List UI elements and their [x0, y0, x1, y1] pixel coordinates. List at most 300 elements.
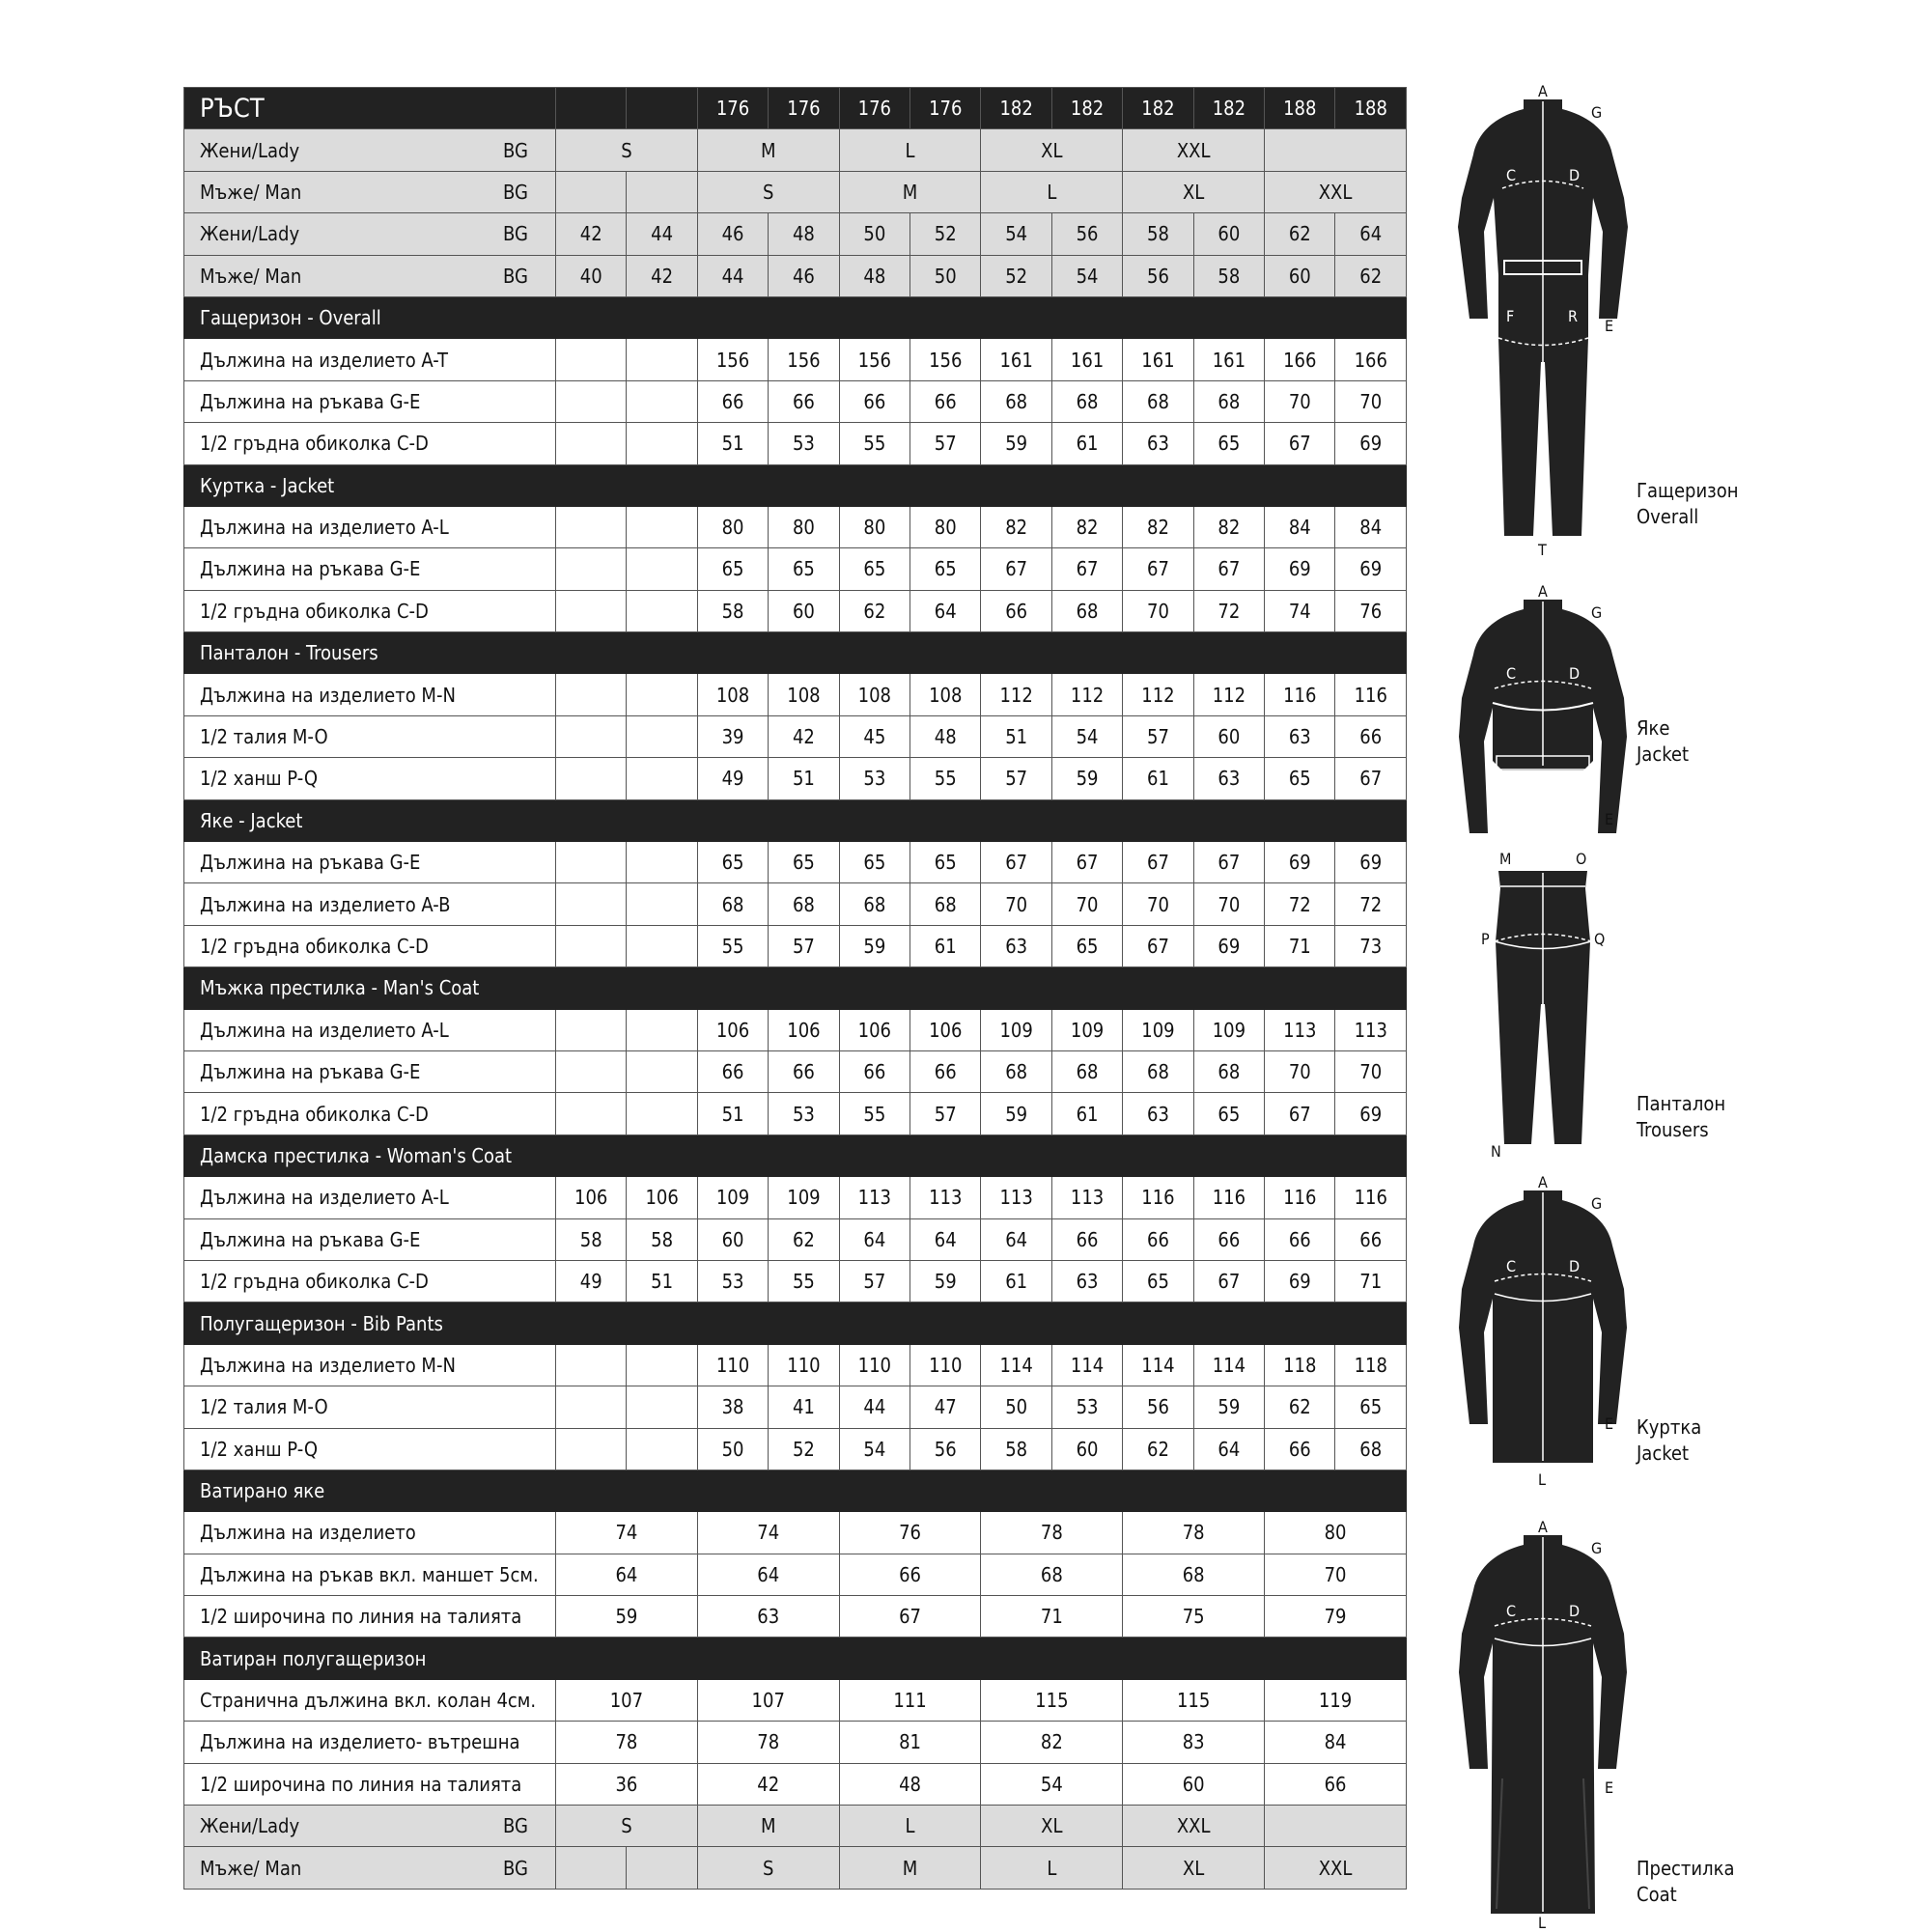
point-l: L: [1538, 1914, 1547, 1932]
row-label: Дължина на изделието A-L: [184, 1009, 556, 1050]
point-a: A: [1538, 1173, 1548, 1191]
table-cell: 84: [1265, 1722, 1407, 1763]
table-cell: 63: [981, 925, 1051, 966]
table-cell: 68: [981, 1554, 1123, 1595]
table-cell: 116: [1265, 674, 1335, 715]
point-g: G: [1591, 603, 1603, 622]
short-jacket-diagram: [1410, 582, 1931, 843]
table-cell: 70: [1265, 380, 1335, 422]
table-cell: 55: [839, 423, 910, 464]
point-e: E: [1605, 317, 1614, 335]
long-jacket-silhouette: [1410, 1173, 1661, 1501]
trousers-diagram: [1410, 850, 1931, 1159]
row-label: Дължина на ръкава G-E: [184, 1050, 556, 1092]
table-cell: 70: [1051, 883, 1122, 925]
table-cell: 70: [1335, 380, 1407, 422]
table-cell: 58: [697, 590, 768, 631]
table-cell: 57: [910, 1093, 981, 1134]
table-cell: 71: [1265, 925, 1335, 966]
point-f: F: [1506, 307, 1515, 325]
table-cell: 66: [1335, 1218, 1407, 1260]
table-cell: 56: [1123, 1386, 1193, 1428]
table-cell: 48: [910, 715, 981, 757]
table-cell: [556, 842, 627, 883]
table-cell: 67: [1193, 1260, 1264, 1302]
table-cell: 114: [1123, 1344, 1193, 1386]
section-title: Полугащеризон - Bib Pants: [184, 1302, 1407, 1344]
point-d: D: [1569, 1602, 1581, 1620]
table-cell: S: [697, 1847, 839, 1889]
table-cell: 67: [1123, 548, 1193, 590]
table-cell: 64: [697, 1554, 839, 1595]
table-cell: 50: [981, 1386, 1051, 1428]
table-cell: 161: [1193, 339, 1264, 380]
table-cell: [556, 1386, 627, 1428]
point-e: E: [1605, 1414, 1614, 1433]
table-cell: 53: [769, 1093, 839, 1134]
table-cell: 176: [839, 88, 910, 129]
table-cell: 65: [839, 548, 910, 590]
table-cell: 65: [769, 842, 839, 883]
table-cell: 110: [697, 1344, 768, 1386]
section-title: Панталон - Trousers: [184, 632, 1407, 674]
table-cell: 42: [556, 213, 627, 255]
table-cell: 63: [1265, 715, 1335, 757]
table-cell: 42: [697, 1763, 839, 1805]
point-c: C: [1506, 166, 1517, 184]
section-header-row: [184, 1638, 1407, 1679]
table-cell: 54: [981, 213, 1051, 255]
table-cell: [556, 171, 627, 212]
table-cell: [556, 88, 627, 129]
table-row: [184, 1177, 1407, 1218]
table-cell: 68: [697, 883, 768, 925]
height-header-row: [184, 88, 1407, 129]
table-cell: 82: [1051, 506, 1122, 547]
table-cell: 82: [981, 1722, 1123, 1763]
table-cell: 54: [1051, 255, 1122, 296]
row-label-text: Мъже/ Man: [200, 180, 302, 204]
table-cell: 116: [1123, 1177, 1193, 1218]
table-cell: 53: [839, 758, 910, 799]
table-cell: 68: [1051, 1050, 1122, 1092]
table-cell: 76: [1335, 590, 1407, 631]
table-cell: 65: [1123, 1260, 1193, 1302]
table-cell: 156: [839, 339, 910, 380]
table-cell: 161: [1051, 339, 1122, 380]
table-cell: 75: [1123, 1596, 1265, 1638]
row-label: 1/2 ханш P-Q: [184, 1428, 556, 1470]
table-cell: 67: [981, 548, 1051, 590]
table-cell: 56: [1051, 213, 1122, 255]
table-cell: 115: [981, 1679, 1123, 1721]
table-cell: [627, 1009, 697, 1050]
table-cell: 112: [1193, 674, 1264, 715]
overall-caption: Гащеризон Overall: [1637, 479, 1739, 528]
table-row: [184, 1679, 1407, 1721]
point-b: B: [1536, 771, 1546, 790]
table-cell: [556, 715, 627, 757]
table-cell: 78: [981, 1512, 1123, 1554]
table-cell: 44: [627, 213, 697, 255]
point-h: H: [1498, 771, 1509, 790]
table-cell: M: [697, 129, 839, 171]
table-cell: 106: [697, 1009, 768, 1050]
table-cell: 39: [697, 715, 768, 757]
table-cell: [556, 1428, 627, 1470]
table-cell: 78: [697, 1722, 839, 1763]
table-cell: S: [556, 129, 698, 171]
table-cell: 66: [839, 1554, 981, 1595]
bg-label: BG: [503, 1814, 528, 1838]
table-cell: 59: [1193, 1386, 1264, 1428]
row-label: Странична дължина вкл. колан 4см.: [184, 1679, 556, 1721]
long-jacket-caption: Куртка Jacket: [1637, 1415, 1702, 1465]
short-jacket-caption: Яке Jacket: [1637, 716, 1690, 766]
coat-silhouette: [1410, 1518, 1661, 1931]
table-cell: [556, 1344, 627, 1386]
row-label: Дължина на изделието- вътрешна: [184, 1722, 556, 1763]
table-cell: 166: [1265, 339, 1335, 380]
table-cell: M: [697, 1806, 839, 1847]
table-cell: 65: [769, 548, 839, 590]
section-header-row: [184, 1134, 1407, 1176]
table-cell: 61: [910, 925, 981, 966]
table-cell: 44: [697, 255, 768, 296]
table-cell: 78: [556, 1722, 698, 1763]
table-cell: 58: [1123, 213, 1193, 255]
table-cell: 71: [1335, 1260, 1407, 1302]
row-label-text: Жени/Lady: [200, 1814, 300, 1838]
row-label: [184, 1847, 556, 1889]
table-cell: 81: [839, 1722, 981, 1763]
row-label: 1/2 широчина по линия на талията: [184, 1596, 556, 1638]
table-cell: 63: [1123, 423, 1193, 464]
table-cell: 113: [839, 1177, 910, 1218]
section-title: Мъжка престилка - Man's Coat: [184, 967, 1407, 1009]
table-row: [184, 1847, 1407, 1889]
table-cell: 54: [981, 1763, 1123, 1805]
table-cell: [556, 1847, 627, 1889]
table-cell: 59: [1051, 758, 1122, 799]
point-c: C: [1506, 1602, 1517, 1620]
table-row: [184, 925, 1407, 966]
table-cell: 66: [839, 380, 910, 422]
row-label: [184, 1806, 556, 1847]
table-cell: 65: [910, 548, 981, 590]
table-cell: 60: [769, 590, 839, 631]
table-cell: 56: [1123, 255, 1193, 296]
table-row: [184, 758, 1407, 799]
table-row: [184, 171, 1407, 212]
table-cell: 106: [839, 1009, 910, 1050]
table-cell: 68: [1335, 1428, 1407, 1470]
table-cell: 66: [910, 380, 981, 422]
table-cell: 110: [769, 1344, 839, 1386]
table-cell: 113: [1335, 1009, 1407, 1050]
table-cell: XL: [1123, 1847, 1265, 1889]
table-cell: 80: [1265, 1512, 1407, 1554]
table-cell: 57: [910, 423, 981, 464]
table-cell: 58: [1193, 255, 1264, 296]
point-g: G: [1591, 1539, 1603, 1557]
table-cell: 69: [1265, 548, 1335, 590]
table-cell: 80: [839, 506, 910, 547]
table-cell: 66: [1051, 1218, 1122, 1260]
table-cell: 67: [1335, 758, 1407, 799]
table-cell: 59: [910, 1260, 981, 1302]
table-cell: XL: [1123, 171, 1265, 212]
table-cell: 76: [839, 1512, 981, 1554]
table-cell: 80: [769, 506, 839, 547]
table-cell: [556, 506, 627, 547]
table-cell: 166: [1335, 339, 1407, 380]
table-cell: 51: [981, 715, 1051, 757]
table-cell: 44: [839, 1386, 910, 1428]
table-cell: 67: [1193, 548, 1264, 590]
table-cell: 70: [1193, 883, 1264, 925]
table-cell: 59: [981, 423, 1051, 464]
bg-label: BG: [503, 264, 528, 288]
table-cell: 46: [697, 213, 768, 255]
bg-label: BG: [503, 1856, 528, 1880]
table-cell: [627, 925, 697, 966]
table-cell: 63: [1051, 1260, 1122, 1302]
table-cell: 72: [1193, 590, 1264, 631]
table-cell: 116: [1335, 674, 1407, 715]
table-cell: [556, 590, 627, 631]
table-cell: [627, 506, 697, 547]
table-cell: [627, 339, 697, 380]
table-row: [184, 1763, 1407, 1805]
table-cell: [1265, 1806, 1407, 1847]
table-cell: 78: [1123, 1512, 1265, 1554]
table-cell: 62: [769, 1218, 839, 1260]
table-cell: L: [839, 1806, 981, 1847]
table-cell: 36: [556, 1763, 698, 1805]
table-cell: [627, 1428, 697, 1470]
table-cell: 67: [1265, 1093, 1335, 1134]
row-label: Дължина на ръкав вкл. маншет 5см.: [184, 1554, 556, 1595]
table-cell: 66: [769, 380, 839, 422]
point-e: E: [1605, 810, 1614, 828]
table-cell: [627, 380, 697, 422]
table-cell: 45: [839, 715, 910, 757]
table-cell: 53: [769, 423, 839, 464]
table-cell: 113: [1051, 1177, 1122, 1218]
section-header-row: [184, 464, 1407, 506]
table-cell: 68: [1123, 1050, 1193, 1092]
table-cell: [556, 423, 627, 464]
table-row: [184, 548, 1407, 590]
table-cell: 52: [910, 213, 981, 255]
table-cell: [556, 674, 627, 715]
table-cell: 176: [697, 88, 768, 129]
table-cell: 69: [1335, 1093, 1407, 1134]
table-cell: 55: [839, 1093, 910, 1134]
table-cell: 110: [839, 1344, 910, 1386]
table-cell: 58: [627, 1218, 697, 1260]
table-cell: 56: [910, 1428, 981, 1470]
table-cell: 60: [1265, 255, 1335, 296]
table-row: [184, 1218, 1407, 1260]
section-header-row: [184, 632, 1407, 674]
table-cell: 61: [1051, 423, 1122, 464]
table-cell: M: [839, 1847, 981, 1889]
table-cell: 188: [1265, 88, 1335, 129]
row-label: 1/2 широчина по линия на талията: [184, 1763, 556, 1805]
table-cell: 64: [1335, 213, 1407, 255]
table-cell: 67: [839, 1596, 981, 1638]
table-cell: 176: [769, 88, 839, 129]
table-row: [184, 506, 1407, 547]
table-cell: 83: [1123, 1722, 1265, 1763]
table-cell: 111: [839, 1679, 981, 1721]
table-cell: M: [839, 171, 981, 212]
row-label: РЪСТ: [184, 88, 556, 129]
table-cell: 82: [1193, 506, 1264, 547]
table-cell: 106: [556, 1177, 627, 1218]
table-cell: 60: [1051, 1428, 1122, 1470]
table-row: [184, 674, 1407, 715]
row-label: Дължина на изделието A-B: [184, 883, 556, 925]
table-cell: 115: [1123, 1679, 1265, 1721]
row-label: [184, 255, 556, 296]
point-d: D: [1569, 1257, 1581, 1275]
row-label: Дължина на ръкава G-E: [184, 380, 556, 422]
table-cell: 64: [910, 1218, 981, 1260]
row-label: Дължина на изделието M-N: [184, 1344, 556, 1386]
table-cell: 84: [1265, 506, 1335, 547]
table-cell: 74: [697, 1512, 839, 1554]
row-label: 1/2 ханш P-Q: [184, 758, 556, 799]
table-cell: [556, 380, 627, 422]
table-cell: 50: [910, 255, 981, 296]
table-cell: 66: [769, 1050, 839, 1092]
table-cell: 64: [839, 1218, 910, 1260]
table-cell: 116: [1193, 1177, 1264, 1218]
bg-label: BG: [503, 180, 528, 204]
table-row: [184, 1722, 1407, 1763]
table-cell: 66: [1193, 1218, 1264, 1260]
point-a: A: [1538, 582, 1548, 601]
table-cell: 112: [1051, 674, 1122, 715]
table-cell: 65: [839, 842, 910, 883]
table-cell: 80: [910, 506, 981, 547]
table-cell: 60: [697, 1218, 768, 1260]
table-cell: 69: [1193, 925, 1264, 966]
table-cell: 69: [1265, 1260, 1335, 1302]
point-l: L: [1538, 1470, 1547, 1489]
point-c: C: [1506, 664, 1517, 683]
table-cell: XL: [981, 129, 1123, 171]
table-cell: 68: [981, 1050, 1051, 1092]
table-cell: 71: [981, 1596, 1123, 1638]
table-cell: 72: [1265, 883, 1335, 925]
table-cell: [556, 758, 627, 799]
table-cell: 114: [1193, 1344, 1264, 1386]
table-row: [184, 339, 1407, 380]
table-cell: 106: [627, 1177, 697, 1218]
table-cell: 51: [769, 758, 839, 799]
table-cell: [627, 758, 697, 799]
table-cell: 182: [1051, 88, 1122, 129]
table-cell: 70: [981, 883, 1051, 925]
table-cell: 116: [1335, 1177, 1407, 1218]
point-r: R: [1568, 307, 1578, 325]
table-cell: L: [839, 129, 981, 171]
table-cell: 41: [769, 1386, 839, 1428]
table-cell: S: [697, 171, 839, 212]
point-g: G: [1591, 1194, 1603, 1213]
table-cell: S: [556, 1806, 698, 1847]
table-cell: 69: [1265, 842, 1335, 883]
row-label-text: Жени/Lady: [200, 222, 300, 246]
table-cell: 67: [1265, 423, 1335, 464]
table-cell: 54: [1051, 715, 1122, 757]
table-cell: 74: [556, 1512, 698, 1554]
table-cell: 182: [1193, 88, 1264, 129]
table-cell: [627, 548, 697, 590]
table-cell: 156: [769, 339, 839, 380]
row-label: Дължина на ръкава G-E: [184, 1218, 556, 1260]
table-cell: 108: [697, 674, 768, 715]
table-cell: 48: [769, 213, 839, 255]
table-row: [184, 1428, 1407, 1470]
table-row: [184, 883, 1407, 925]
table-cell: 67: [1193, 842, 1264, 883]
table-cell: [627, 590, 697, 631]
table-cell: 112: [981, 674, 1051, 715]
table-cell: [627, 88, 697, 129]
table-cell: 69: [1335, 842, 1407, 883]
row-label: Дължина на ръкава G-E: [184, 548, 556, 590]
table-cell: 70: [1123, 590, 1193, 631]
table-cell: 65: [697, 842, 768, 883]
table-cell: 66: [910, 1050, 981, 1092]
table-cell: 108: [839, 674, 910, 715]
section-title: Ватирано яке: [184, 1470, 1407, 1511]
table-cell: 62: [839, 590, 910, 631]
table-cell: [627, 1386, 697, 1428]
table-cell: 62: [1265, 1386, 1335, 1428]
table-cell: 114: [1051, 1344, 1122, 1386]
section-header-row: [184, 799, 1407, 841]
table-cell: [627, 1847, 697, 1889]
point-g: G: [1591, 103, 1603, 122]
row-label: 1/2 гръдна обиколка C-D: [184, 925, 556, 966]
table-cell: 116: [1265, 1177, 1335, 1218]
table-row: [184, 1512, 1407, 1554]
table-cell: 55: [769, 1260, 839, 1302]
coat-caption: Престилка Coat: [1637, 1857, 1735, 1906]
point-c: C: [1506, 1257, 1517, 1275]
table-cell: 156: [697, 339, 768, 380]
table-cell: [627, 423, 697, 464]
table-cell: 58: [981, 1428, 1051, 1470]
table-cell: 161: [1123, 339, 1193, 380]
table-cell: 65: [697, 548, 768, 590]
table-cell: 68: [1123, 1554, 1265, 1595]
point-d: D: [1569, 664, 1581, 683]
table-row: [184, 129, 1407, 171]
overall-silhouette: [1410, 82, 1661, 565]
table-cell: XXL: [1265, 1847, 1407, 1889]
table-cell: 161: [981, 339, 1051, 380]
table-cell: 42: [627, 255, 697, 296]
table-cell: 182: [981, 88, 1051, 129]
point-o: O: [1576, 850, 1587, 868]
